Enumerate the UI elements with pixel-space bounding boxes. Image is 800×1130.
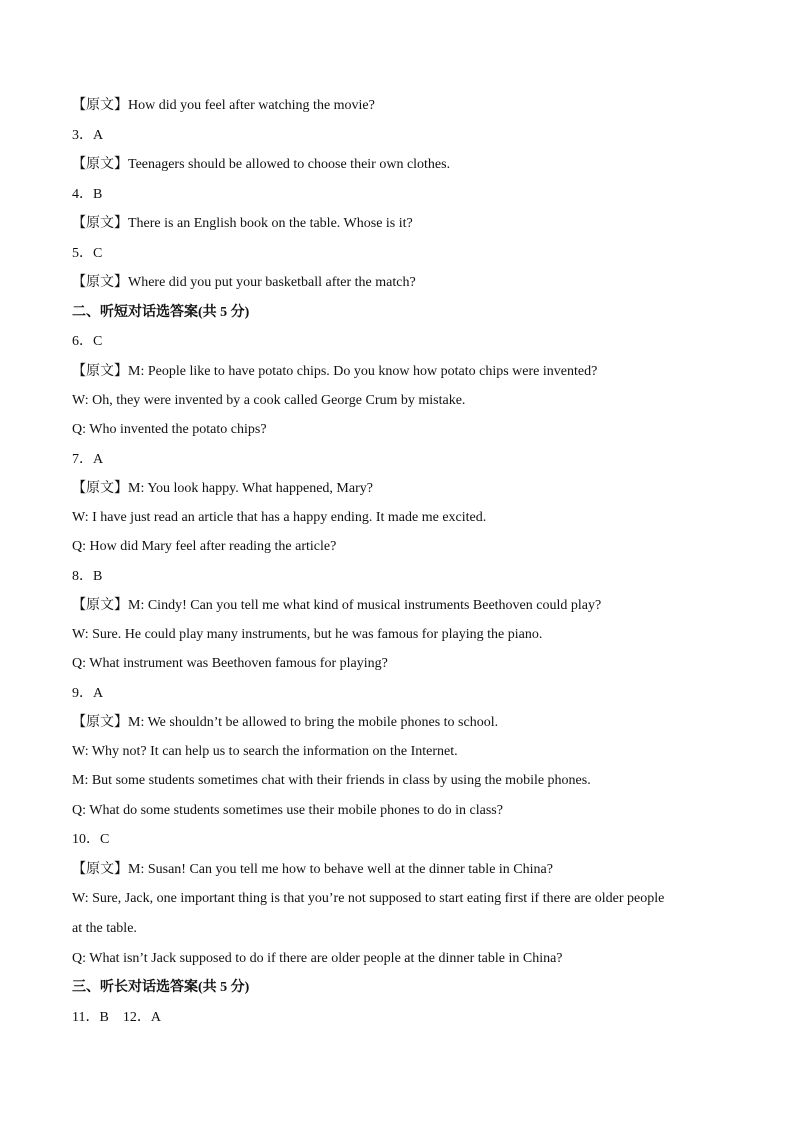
transcript-line: W: I have just read an article that has a happy ending. It made me excited.	[72, 510, 487, 525]
answer-line: 8．B	[72, 569, 103, 584]
answer-line: 3．A	[72, 128, 104, 143]
transcript-line: Q: What do some students sometimes use their mobile phones to do in class?	[72, 803, 503, 818]
transcript-line: Q: What instrument was Beethoven famous for playing?	[72, 656, 388, 671]
transcript-line: W: Oh, they were invented by a cook called George Crum by mistake.	[72, 393, 466, 408]
answer-line: 5．C	[72, 246, 103, 261]
transcript-line: W: Why not? It can help us to search the information on the Internet.	[72, 744, 458, 759]
transcript-line: M: But some students sometimes chat with their friends in class by using the mobile phones.	[72, 773, 591, 788]
answer-line: 7．A	[72, 452, 104, 467]
answer-line: 6．C	[72, 334, 103, 349]
transcript-line: 【原文】Where did you put your basketball after the match?	[72, 275, 416, 290]
answer-line: 10．C	[72, 832, 110, 847]
transcript-line: Q: Who invented the potato chips?	[72, 422, 267, 437]
transcript-line: 【原文】Teenagers should be allowed to choose their own clothes.	[72, 157, 451, 172]
transcript-line: 【原文】M: Susan! Can you tell me how to behave well at the dinner table in China?	[72, 862, 553, 877]
answer-line-group	[72, 1008, 161, 1028]
answer-line: 4．B	[72, 187, 103, 202]
transcript-line: at the table.	[72, 921, 137, 936]
section-heading: 二、听短对话选答案(共 5 分)	[72, 305, 250, 320]
transcript-line: 【原文】How did you feel after watching the movie?	[72, 98, 375, 113]
transcript-line: Q: How did Mary feel after reading the article?	[72, 539, 337, 554]
answer-line: 12．A	[122, 1010, 161, 1025]
transcript-line: W: Sure. He could play many instruments, but he was famous for playing the piano.	[72, 627, 543, 642]
transcript-line: 【原文】M: You look happy. What happened, Mary?	[72, 481, 373, 496]
transcript-line: 【原文】M: Cindy! Can you tell me what kind of musical instruments Beethoven could play?	[72, 598, 602, 613]
transcript-line: W: Sure, Jack, one important thing is that you’re not supposed to start eating first if there are older people	[72, 891, 665, 906]
transcript-line: 【原文】There is an English book on the table. Whose is it?	[72, 216, 413, 231]
answer-line: 9．A	[72, 686, 104, 701]
section-heading: 三、听长对话选答案(共 5 分)	[72, 980, 250, 995]
transcript-line: 【原文】M: People like to have potato chips. Do you know how potato chips were invented?	[72, 364, 598, 379]
transcript-line: 【原文】M: We shouldn’t be allowed to bring the mobile phones to school.	[72, 715, 499, 730]
transcript-line: Q: What isn’t Jack supposed to do if there are older people at the dinner table in China?	[72, 951, 563, 966]
answer-line: 11．B	[72, 1010, 109, 1025]
